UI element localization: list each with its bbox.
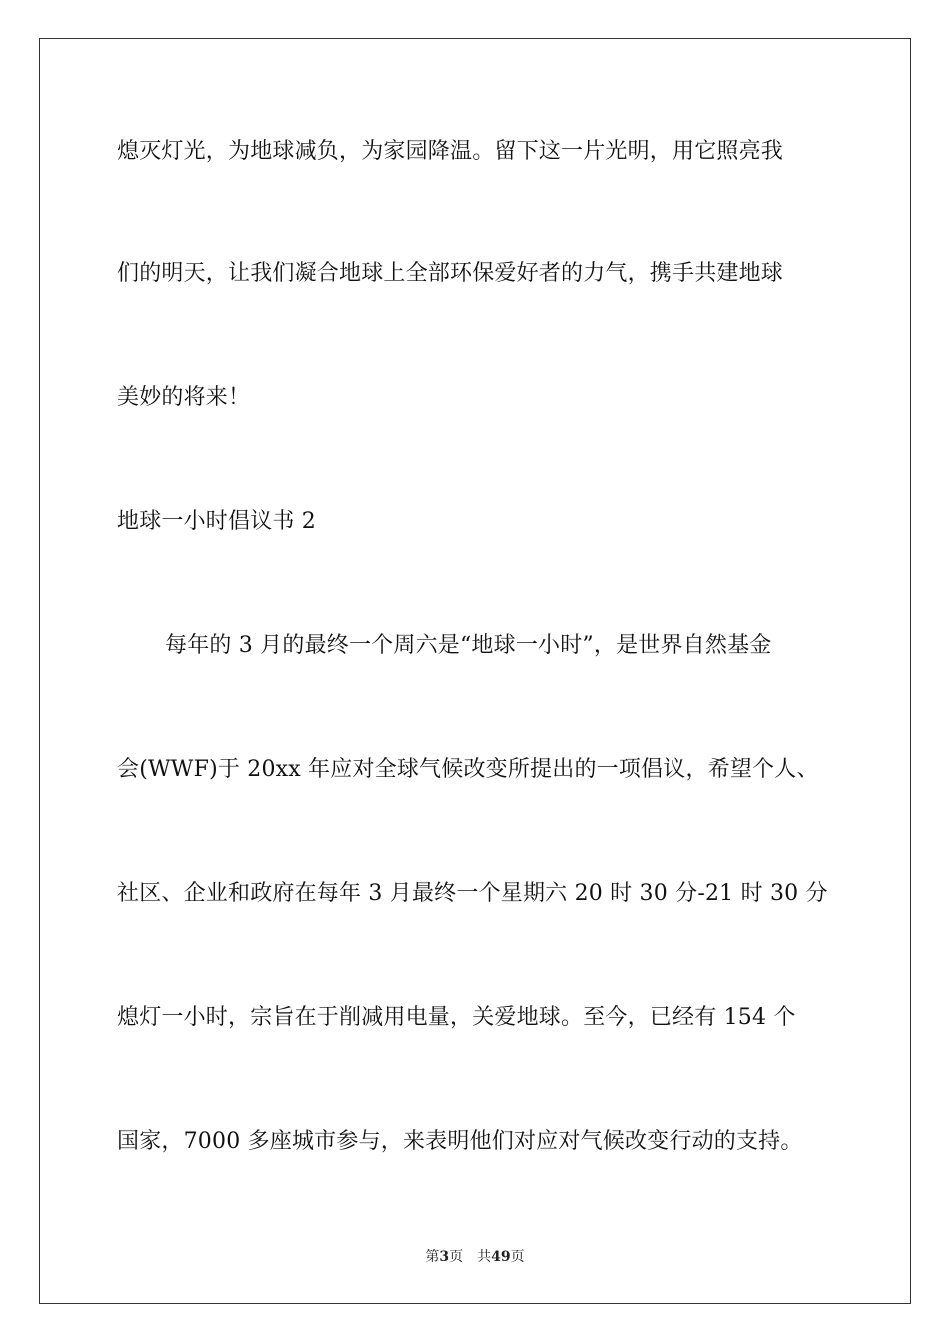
paragraph-first-line: 每年的 3 月的最终一个周六是“地球一小时”，是世界自然基金 bbox=[165, 633, 772, 658]
page-footer bbox=[0, 1248, 950, 1266]
total-suffix: 页 bbox=[510, 1249, 525, 1265]
section-heading: 地球一小时倡议书 2 bbox=[117, 509, 316, 534]
body-text-line-1: 熄灭灯光，为地球减负，为家园降温。留下这一片光明，用它照亮我 bbox=[117, 139, 784, 164]
body-text-line-7: 社区、企业和政府在每年 3 月最终一个星期六 20 时 30 分-21 时 30 分 bbox=[117, 881, 828, 906]
body-text-line-2: 们的明天，让我们凝合地球上全部环保爱好者的力气，携手共建地球 bbox=[117, 261, 784, 286]
page-number: 3 bbox=[439, 1249, 450, 1265]
page-prefix: 第 bbox=[425, 1249, 440, 1265]
page-border bbox=[39, 38, 911, 1304]
total-pages: 49 bbox=[491, 1249, 511, 1265]
body-text-line-6: 会(WWF)于 20xx 年应对全球气候改变所提出的一项倡议，希望个人、 bbox=[117, 757, 819, 782]
body-text-line-3: 美妙的将来！ bbox=[117, 385, 251, 410]
body-text-line-8: 熄灯一小时，宗旨在于削减用电量，关爱地球。至今，已经有 154 个 bbox=[117, 1005, 796, 1030]
body-text-line-9: 国家，7000 多座城市参与，来表明他们对应对气候改变行动的支持。 bbox=[117, 1129, 803, 1154]
page-suffix: 页 bbox=[449, 1249, 464, 1265]
total-prefix: 共 bbox=[477, 1249, 492, 1265]
